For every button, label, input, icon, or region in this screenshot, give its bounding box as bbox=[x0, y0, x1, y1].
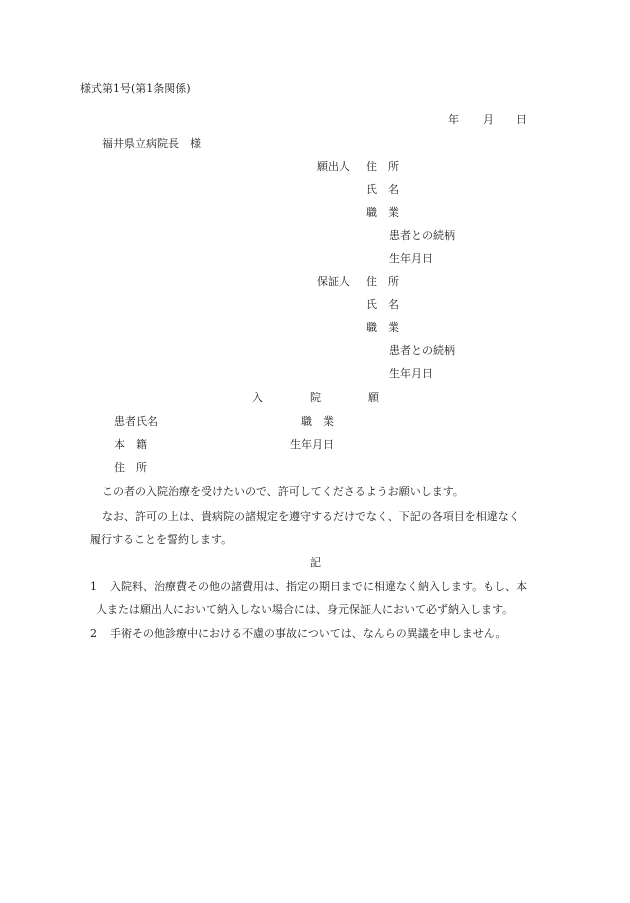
applicant-birthdate-label: 生年月日 bbox=[389, 252, 433, 265]
body-paragraph-1: この者の入院治療を受けたいので、許可してくださるようお願いします。 bbox=[102, 485, 464, 498]
guarantor-relationship-label: 患者との続柄 bbox=[389, 344, 455, 357]
date-year: 年 bbox=[448, 113, 459, 126]
date-month: 月 bbox=[483, 113, 494, 126]
guarantor-role-label: 保証人 bbox=[317, 275, 350, 288]
applicant-relationship-label: 患者との続柄 bbox=[389, 229, 455, 242]
date-day: 日 bbox=[516, 113, 527, 126]
title-char-3: 願 bbox=[368, 391, 379, 404]
body-paragraph-2-line-2: 履行することを誓約します。 bbox=[90, 533, 233, 546]
addressee: 福井県立病院長 様 bbox=[102, 137, 201, 150]
guarantor-occupation-label: 職 業 bbox=[366, 321, 399, 334]
guarantor-address-label: 住 所 bbox=[366, 275, 399, 288]
ki-heading: 記 bbox=[310, 556, 321, 569]
title-char-1: 入 bbox=[252, 391, 263, 404]
patient-occupation-label: 職 業 bbox=[301, 415, 334, 428]
form-number: 様式第1号(第1条関係) bbox=[80, 82, 191, 95]
patient-name-label: 患者氏名 bbox=[114, 415, 158, 428]
item-2-number: 2 bbox=[90, 627, 97, 640]
applicant-role-label: 願出人 bbox=[317, 160, 350, 173]
applicant-address-label: 住 所 bbox=[366, 160, 399, 173]
guarantor-birthdate-label: 生年月日 bbox=[389, 367, 433, 380]
item-1-line-2: 人または願出人において納入しない場合には、身元保証人において必ず納入します。 bbox=[96, 603, 514, 616]
item-1-number: 1 bbox=[90, 580, 97, 593]
patient-address-label: 住 所 bbox=[114, 461, 147, 474]
patient-domicile-label: 本 籍 bbox=[114, 438, 147, 451]
patient-birthdate-label: 生年月日 bbox=[290, 438, 334, 451]
item-2-line-1: 手術その他診療中における不慮の事故については、なんらの異議を申しません。 bbox=[110, 627, 507, 640]
applicant-occupation-label: 職 業 bbox=[366, 206, 399, 219]
item-1-line-1: 入院料、治療費その他の諸費用は、指定の期日までに相違なく納入します。もし、本 bbox=[110, 580, 528, 593]
guarantor-name-label: 氏 名 bbox=[366, 298, 399, 311]
applicant-name-label: 氏 名 bbox=[366, 183, 399, 196]
body-paragraph-2-line-1: なお、許可の上は、貴病院の諸規定を遵守するだけでなく、下記の各項目を相違なく bbox=[102, 510, 520, 523]
title-char-2: 院 bbox=[310, 391, 321, 404]
